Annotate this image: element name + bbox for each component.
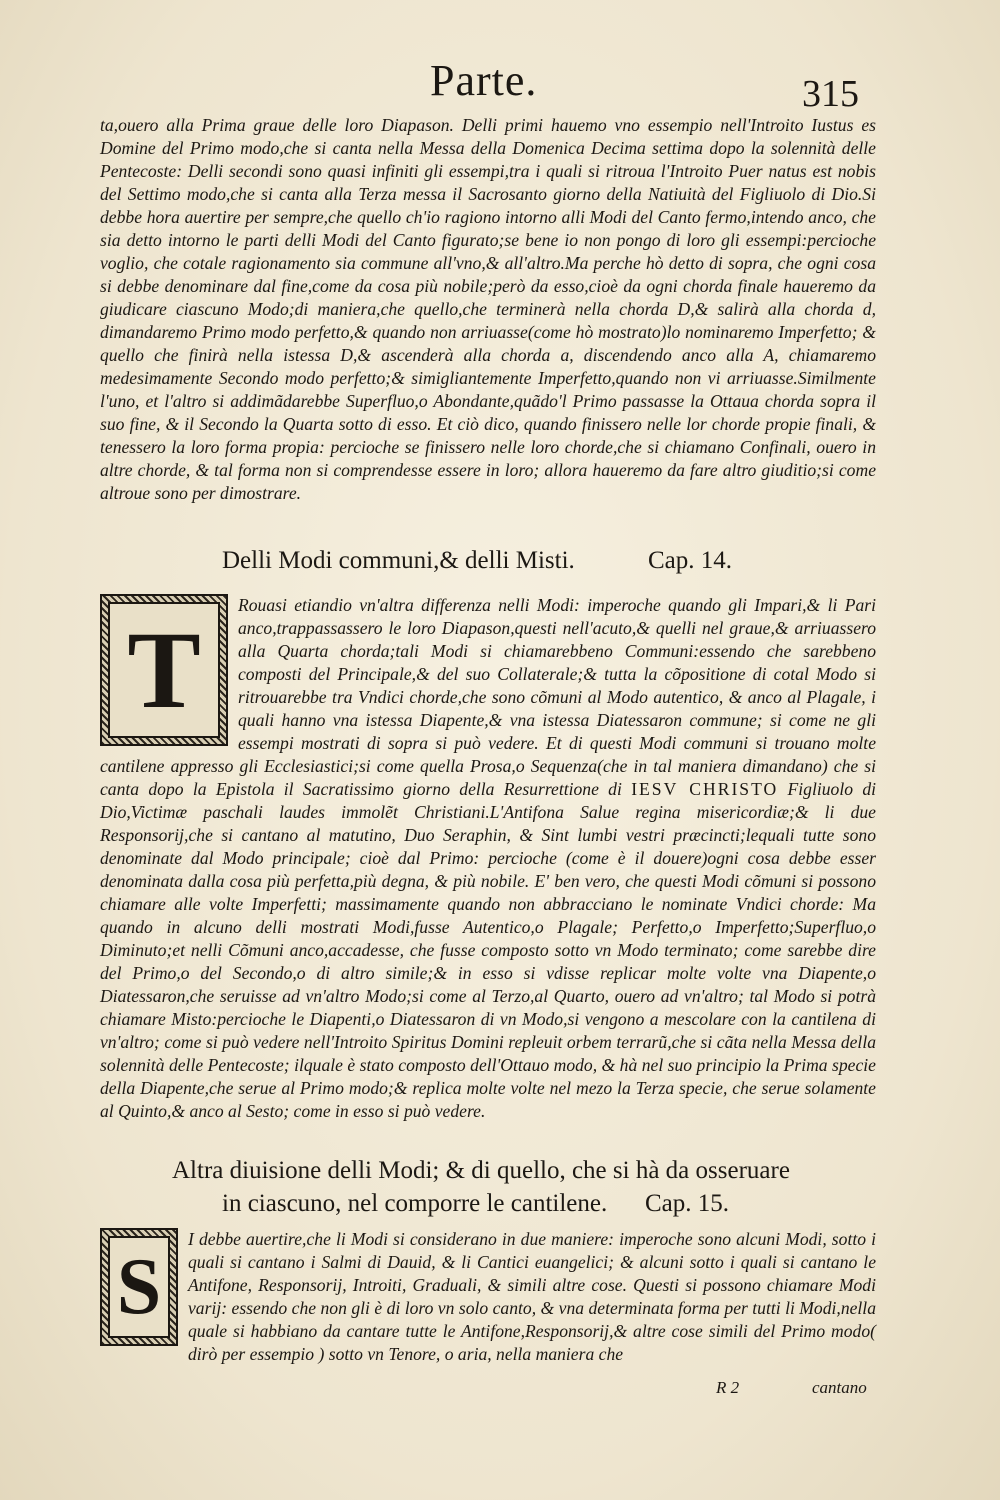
chapter-14-name: IESV CHRISTO xyxy=(631,779,779,799)
initial-letter: S xyxy=(116,1243,162,1331)
decorated-initial-t xyxy=(100,594,228,746)
chapter-15-body xyxy=(100,1228,876,1366)
chapter-14-text-1: Rouasi etiandio vn'altra differenza nelli Modi: imperoche quando gli Impari,& li Pari anco,trappassassero le loro Diapason,questi nell'acuto,& quelli nel graue,& arriuassero alla Quarta chorda;tali Modi si chiamarebbeno Communi:essendo che sarebbeno composti del Principale,& del suo Collaterale;& tutta la cõpositione di cotal Modo si ritrouarebbe tra Vndici chorde,che sono cõmuni al Modo autentico, & anco al Plagale, i quali hanno vna istessa Diapente,& vna istessa Diatessaron commune; si come ne gli essempi mostrati di sopra si può vedere. Et di questi Modi communi si trouano molte cantilene appresso gli Ecclesiastici;si come quella Prosa,o Sequenza(che in tal maniera dimandano) che si canta dopo la Epistola il Sacratissimo giorno della Resurrettione di xyxy=(100,595,876,799)
chapter-15-text: I debbe auertire,che li Modi si considerano in due maniere: imperoche sono alcuni Modi, sotto i quali si cantano i Salmi di Dauid, & li Cantici euangelici; & alcuni sotto i quali si cantano le Antifone, Responsorij, Introiti, Graduali, & simili altre cose. Questi si possono chiamare Modi varij: essendo che non gli è di loro vn solo canto, & vna determinata forma per tutti li Modi,nella quale si habbiano da cantare tutte le Antifone,Responsorij,& altre cose simili del Primo modo( dirò per essempio ) sotto vn Tenore, o aria, nella maniera che xyxy=(188,1229,876,1364)
chapter-14-text-2: Figliuolo di Dio,Victimæ paschali laudes immolẽt Christiani.L'Antifona Salue regina misericordiæ;& li due Responsorij,che si cantano al matutino, Duo Seraphin, & Sint lumbi vestri præcincti;lequali tutte sono denominate dal Modo principale; cioè dal Primo: percioche (come è il douere)ogni cosa debbe esser denominata dalla cosa più perfetta,più degna, & più nobile. E' ben vero, che questi Modi cõmuni si possono chiamare alle volte Imperfetti; massimamente quando non abbracciano le nominate Vndici chorde: Ma quando in alcuno delli mostrati Modi,fusse Autentico,o Plagale; Perfetto,o Imperfetto;Superfluo,o Diminuto;et nelli Cõmuni anco,accadesse, che fusse composto sotto vn Modo terminato; come sarebbe dire del Primo,o del Secondo,o di altro simile;& in esso si vdisse replicar molte volte vna Diapente,o Diatessaron,che seruisse ad vn'altro Modo;si come al Terzo,al Quarto, ouero ad vn'altro; tal Modo si potrà chiamare Misto:percioche le Diapenti,o Diatessaron di vn Modo,si vengono a mescolare con la cantilena di vn'altro; come si può vedere nell'Introito Spiritus Domini repleuit orbem terrarũ,che si cãta nella Messa della solennità delle Pentecoste; ilquale è stato composto dell'Ottauo modo, & hà nel suo principio la Prima specie della Diapente,che serue al Primo modo;& replica molte volte nel mezo la Terza specie, che serue solamente al Quinto,& anco al Sesto; come in esso si può vedere. xyxy=(100,779,877,1121)
decorated-initial-frame xyxy=(108,1236,170,1338)
chapter-15-title-line-1: Altra diuisione delli Modi; & di quello, che si hà da osseruare xyxy=(172,1157,790,1184)
initial-letter: T xyxy=(127,609,201,731)
catchword: cantano xyxy=(812,1378,867,1397)
chapter-15-number: Cap. 15. xyxy=(645,1190,730,1217)
chapter-14-number: Cap. 14. xyxy=(648,547,733,574)
decorated-initial-s xyxy=(100,1228,178,1346)
page-number: 315 xyxy=(802,73,859,115)
paragraph-continuation: ta,ouero alla Prima graue delle loro Diapason. Delli primi hauemo vno essempio nell'Introito Iustus es Domine del Primo modo,che si canta nella Messa della Domenica Decima settima dopo la solennità delle Pentecoste: Delli secondi sono quasi infiniti gli essempi,tra i quali si ritroua l'Introito Puer natus est nobis del Settimo modo,che si canta alla Terza messa il Sacrosanto giorno della Natiuità del Figliuolo di Dio.Si debbe hora auertire per sempre,che quello ch'io ragiono intorno alli Modi del Canto fermo,intendo anco, che sia detto intorno le parti delli Modi del Canto figurato;se bene io non pongo di loro gli essempi:percioche voglio, che cotale ragionamento sia commune all'vno,& all'altro.Ma perche hò detto di sopra, che ogni cosa si debbe denominare dal fine,come da cosa più nobile;però da esso,cioè da ogni chorda finale haueremo da giudicare ciascuno Modo;di maniera,che quello,che terminerà nella chorda D,& salirà alla chorda d, dimandaremo Primo modo perfetto,& quando non arriuasse(come hò mostrato)lo nominaremo Imperfetto; & quello che finirà nella istessa D,& ascenderà alla chorda a, discendendo anco alla A, chiamaremo medesimamente Secondo modo perfetto;& simigliantemente Imperfetto,quando non vi arriuasse.Similmente l'uno, et l'altro si addimãdarebbe Superfluo,o Abondante,quãdo'l Primo passasse la Ottaua chorda sopra il suo fine, & il Secondo la Quarta sotto di esso. Et ciò dico, quando finissero nelle lor chorde propie finali, & tenessero la loro forma propia: percioche se finissero nelle loro chorde,che si chiamano Confinali, ouero in altre chorde, & tal forma non si comprendesse essere in loro; allora haueremo da fare altro giuditio;si come altroue sono per dimostrare. xyxy=(100,115,876,503)
chapter-14-title: Delli Modi communi,& delli Misti. xyxy=(222,547,575,574)
signature-mark: R 2 xyxy=(716,1378,740,1397)
chapter-15-title-line-2: in ciascuno, nel comporre le cantilene. xyxy=(222,1190,608,1217)
chapter-14-body xyxy=(100,594,876,1123)
decorated-initial-frame xyxy=(108,602,220,738)
running-head: Parte. xyxy=(430,56,538,105)
